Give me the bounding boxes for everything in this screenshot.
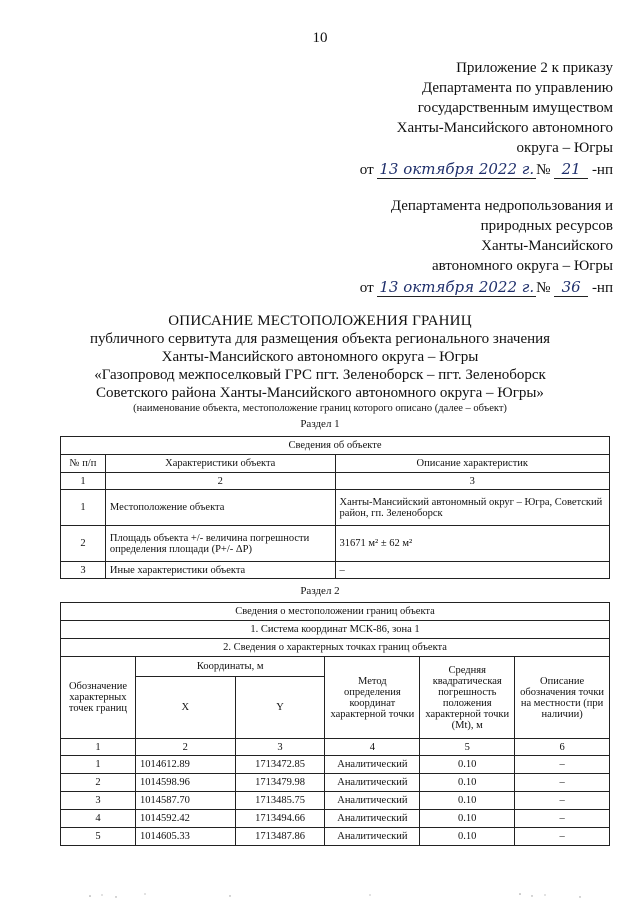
department-line: автономного округа – Югры xyxy=(431,258,613,274)
order-suffix: -нп xyxy=(591,280,613,296)
title-line: Советского района Ханты-Мансийского автономного округа – Югры» xyxy=(96,385,544,401)
table-row xyxy=(61,526,610,562)
order-suffix: -нп xyxy=(591,162,613,178)
appendix-block xyxy=(397,58,613,158)
table-cell: Иные характеристики объекта xyxy=(105,562,335,579)
title-note: (наименование объекта, местоположение границ которого описано (далее – объект) xyxy=(133,403,507,414)
index-cell: 3 xyxy=(235,739,325,756)
table-cell: 31671 м² ± 62 м² xyxy=(335,526,609,562)
order-line-2 xyxy=(360,278,613,297)
table-cell: 2 xyxy=(61,774,136,792)
coordinate-system: 1. Система координат МСК-86, зона 1 xyxy=(61,621,610,639)
column-header: Средняя квадратическая погрешность положения характерной точки (Mt), м xyxy=(420,657,515,739)
index-cell: 1 xyxy=(61,473,106,490)
table-cell: Аналитический xyxy=(325,774,420,792)
table-cell: 1713494.66 xyxy=(235,810,325,828)
table-cell: 1 xyxy=(61,756,136,774)
table-cell: 1713472.85 xyxy=(235,756,325,774)
table-cell: 0.10 xyxy=(420,828,515,846)
table-cell: 2 xyxy=(61,526,106,562)
table-cell: 3 xyxy=(61,562,106,579)
table-cell: Аналитический xyxy=(325,792,420,810)
table-cell: Аналитический xyxy=(325,810,420,828)
column-header: Метод определения координат характерной точки xyxy=(325,657,420,739)
table-cell: – xyxy=(515,756,610,774)
title-line: Ханты-Мансийского автономного округа – Югры xyxy=(161,349,479,365)
column-header: Описание обозначения точки на местности (при наличии) xyxy=(515,657,610,739)
table-title: Сведения о местоположении границ объекта xyxy=(61,603,610,621)
table-subtitle: 2. Сведения о характерных точках границ объекта xyxy=(61,639,610,657)
table-cell: 4 xyxy=(61,810,136,828)
index-cell: 1 xyxy=(61,739,136,756)
table-cell: 1713479.98 xyxy=(235,774,325,792)
department-line: Департамента недропользования и xyxy=(390,198,613,214)
page-number: 10 xyxy=(312,30,328,46)
handwritten-number: 36 xyxy=(554,278,588,297)
table-row xyxy=(61,490,610,526)
column-header: Координаты, м xyxy=(135,657,324,677)
table-cell: 1 xyxy=(61,490,106,526)
table-cell: 0.10 xyxy=(420,810,515,828)
index-cell: 2 xyxy=(105,473,335,490)
table-cell: 1014592.42 xyxy=(135,810,235,828)
order-num-label: № xyxy=(536,280,551,296)
column-header: X xyxy=(135,677,235,739)
order-num-label: № xyxy=(536,162,551,178)
section1-label: Раздел 1 xyxy=(300,418,340,430)
table-cell: – xyxy=(335,562,609,579)
boundary-points-table xyxy=(60,602,610,846)
table-cell: Аналитический xyxy=(325,828,420,846)
document-heading: ОПИСАНИЕ МЕСТОПОЛОЖЕНИЯ ГРАНИЦ xyxy=(168,313,472,329)
table-cell: Местоположение объекта xyxy=(105,490,335,526)
column-header: № п/п xyxy=(61,455,106,473)
index-cell: 2 xyxy=(135,739,235,756)
table-cell: 1713487.86 xyxy=(235,828,325,846)
object-info-table xyxy=(60,436,610,579)
table-cell: – xyxy=(515,774,610,792)
column-header: Характеристики объекта xyxy=(105,455,335,473)
title-line: публичного сервитута для размещения объекта регионального значения xyxy=(89,331,551,347)
table-cell: – xyxy=(515,810,610,828)
table-row xyxy=(61,756,610,774)
handwritten-date: 13 октября 2022 г. xyxy=(379,278,535,296)
table-cell: 5 xyxy=(61,828,136,846)
table-cell: Аналитический xyxy=(325,756,420,774)
appendix-line: округа – Югры xyxy=(516,140,613,156)
table-cell: Площадь объекта +/- величина погрешности определения площади (Р+/- ΔР) xyxy=(105,526,335,562)
index-cell: 4 xyxy=(325,739,420,756)
index-cell: 3 xyxy=(335,473,609,490)
table-row xyxy=(61,774,610,792)
table-row xyxy=(61,562,610,579)
table-row xyxy=(61,828,610,846)
table-cell: – xyxy=(515,792,610,810)
table-cell: 3 xyxy=(61,792,136,810)
order-prefix: от xyxy=(359,162,374,178)
order-line-1 xyxy=(360,160,613,179)
column-header: Описание характеристик xyxy=(335,455,609,473)
table-cell: – xyxy=(515,828,610,846)
order-prefix: от xyxy=(359,280,374,296)
department-block xyxy=(391,196,613,276)
table-row xyxy=(61,792,610,810)
table-cell: 0.10 xyxy=(420,792,515,810)
section2-label: Раздел 2 xyxy=(300,585,340,597)
index-cell: 5 xyxy=(420,739,515,756)
column-header: Обозначение характерных точек границ xyxy=(61,657,136,739)
department-line: Ханты-Мансийского xyxy=(481,238,613,254)
table-row xyxy=(61,810,610,828)
appendix-line: государственным имуществом xyxy=(417,100,613,116)
scan-noise xyxy=(50,888,610,900)
handwritten-number: 21 xyxy=(554,160,588,179)
table-cell: 0.10 xyxy=(420,756,515,774)
table-cell: 1014612.89 xyxy=(135,756,235,774)
title-line: «Газопровод межпоселковый ГРС пгт. Зеленоборск – пгт. Зеленоборск xyxy=(94,367,546,383)
handwritten-date: 13 октября 2022 г. xyxy=(379,160,535,178)
table-cell: Ханты-Мансийский автономный округ – Югра, Советский район, гп. Зеленоборск xyxy=(335,490,609,526)
appendix-line: Приложение 2 к приказу xyxy=(456,60,613,76)
table-cell: 1014605.33 xyxy=(135,828,235,846)
appendix-line: Ханты-Мансийского автономного xyxy=(396,120,613,136)
table-cell: 1014587.70 xyxy=(135,792,235,810)
appendix-line: Департамента по управлению xyxy=(421,80,613,96)
table-title: Сведения об объекте xyxy=(61,437,610,455)
table-cell: 1014598.96 xyxy=(135,774,235,792)
column-header: Y xyxy=(235,677,325,739)
index-cell: 6 xyxy=(515,739,610,756)
department-line: природных ресурсов xyxy=(480,218,613,234)
table-cell: 0.10 xyxy=(420,774,515,792)
table-cell: 1713485.75 xyxy=(235,792,325,810)
